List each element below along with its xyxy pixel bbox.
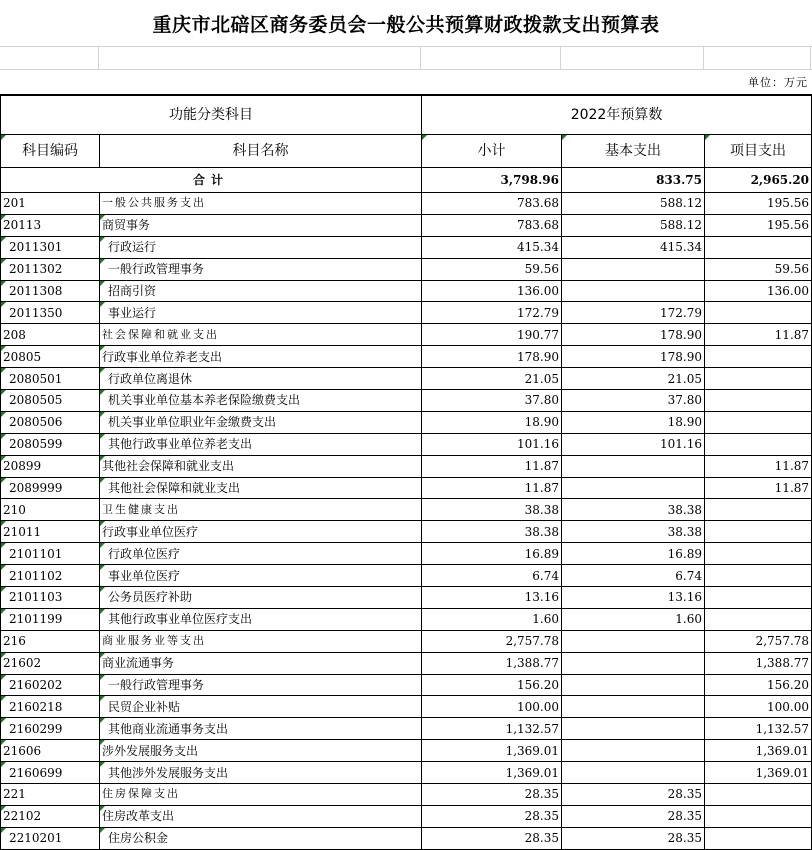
row-name: 其他行政事业单位医疗支出 (100, 608, 422, 630)
total-label: 合计 (1, 168, 422, 193)
unit-row (0, 70, 812, 95)
row-name: 行政单位医疗 (100, 543, 422, 565)
row-project: 136.00 (705, 280, 812, 302)
row-project: 59.56 (705, 258, 812, 280)
row-name: 公务员医疗补助 (100, 587, 422, 609)
row-name: 其他社会保障和就业支出 (100, 477, 422, 499)
row-subtotal: 178.90 (422, 346, 562, 368)
row-subtotal: 38.38 (422, 499, 562, 521)
row-basic: 178.90 (562, 324, 705, 346)
row-code: 2210201 (1, 827, 100, 849)
row-code: 21602 (1, 652, 100, 674)
title-row (0, 0, 812, 47)
row-basic: 415.34 (562, 236, 705, 258)
row-code: 20113 (1, 214, 100, 236)
row-code: 2011350 (1, 302, 100, 324)
row-subtotal: 11.87 (422, 455, 562, 477)
row-name: 其他社会保障和就业支出 (100, 455, 422, 477)
row-subtotal: 37.80 (422, 390, 562, 412)
empty-grid-row (0, 47, 812, 70)
row-subtotal: 1,369.01 (422, 740, 562, 762)
row-name: 住房保障支出 (100, 784, 422, 806)
row-name: 民贸企业补贴 (100, 696, 422, 718)
row-subtotal: 6.74 (422, 565, 562, 587)
row-subtotal: 1,369.01 (422, 762, 562, 784)
row-basic: 6.74 (562, 565, 705, 587)
row-subtotal: 13.16 (422, 587, 562, 609)
row-project (705, 565, 812, 587)
row-subtotal: 59.56 (422, 258, 562, 280)
row-basic: 28.35 (562, 827, 705, 849)
row-project (705, 411, 812, 433)
row-code: 2011308 (1, 280, 100, 302)
table-row (1, 543, 812, 565)
row-project: 156.20 (705, 674, 812, 696)
row-subtotal: 28.35 (422, 827, 562, 849)
header-column-row (1, 135, 812, 168)
row-name: 行政单位离退休 (100, 368, 422, 390)
row-subtotal: 1,388.77 (422, 652, 562, 674)
unit-label: 单位：万元 (748, 76, 808, 89)
row-subtotal: 16.89 (422, 543, 562, 565)
row-project (705, 368, 812, 390)
row-name: 一般行政管理事务 (100, 258, 422, 280)
table-row (1, 521, 812, 543)
row-code: 216 (1, 630, 100, 652)
row-code: 2080501 (1, 368, 100, 390)
row-basic (562, 258, 705, 280)
row-basic (562, 280, 705, 302)
header-group-right: 2022年预算数 (422, 96, 812, 135)
row-subtotal: 783.68 (422, 214, 562, 236)
table-row (1, 762, 812, 784)
row-code: 2089999 (1, 477, 100, 499)
row-basic (562, 674, 705, 696)
header-group-left: 功能分类科目 (1, 96, 422, 135)
table-row (1, 827, 812, 849)
row-name: 涉外发展服务支出 (100, 740, 422, 762)
row-project (705, 587, 812, 609)
row-code: 22102 (1, 805, 100, 827)
row-basic: 101.16 (562, 433, 705, 455)
row-basic: 38.38 (562, 521, 705, 543)
row-name: 其他商业流通事务支出 (100, 718, 422, 740)
table-row (1, 652, 812, 674)
row-basic (562, 718, 705, 740)
row-name: 一般行政管理事务 (100, 674, 422, 696)
row-name: 商贸事务 (100, 214, 422, 236)
table-row (1, 805, 812, 827)
row-subtotal: 2,757.78 (422, 630, 562, 652)
header-basic: 基本支出 (562, 135, 705, 168)
row-subtotal: 783.68 (422, 193, 562, 215)
row-code: 2080505 (1, 390, 100, 412)
row-basic: 38.38 (562, 499, 705, 521)
table-row (1, 258, 812, 280)
row-name: 住房改革支出 (100, 805, 422, 827)
table-row (1, 477, 812, 499)
row-subtotal: 156.20 (422, 674, 562, 696)
table-row (1, 280, 812, 302)
row-project: 195.56 (705, 214, 812, 236)
table-row (1, 214, 812, 236)
row-code: 2160299 (1, 718, 100, 740)
total-subtotal: 3,798.96 (422, 168, 562, 193)
row-basic: 13.16 (562, 587, 705, 609)
table-row (1, 433, 812, 455)
page-title: 重庆市北碚区商务委员会一般公共预算财政拨款支出预算表 (152, 13, 660, 36)
row-name: 行政运行 (100, 236, 422, 258)
row-basic: 18.90 (562, 411, 705, 433)
table-row (1, 390, 812, 412)
row-code: 2160699 (1, 762, 100, 784)
row-code: 20805 (1, 346, 100, 368)
row-name: 住房公积金 (100, 827, 422, 849)
row-basic (562, 652, 705, 674)
row-project: 11.87 (705, 324, 812, 346)
table-row (1, 565, 812, 587)
row-project (705, 521, 812, 543)
row-project: 11.87 (705, 477, 812, 499)
budget-table (0, 95, 812, 850)
row-project (705, 302, 812, 324)
row-name: 其他行政事业单位养老支出 (100, 433, 422, 455)
row-basic (562, 740, 705, 762)
header-subtotal: 小计 (422, 135, 562, 168)
row-subtotal: 136.00 (422, 280, 562, 302)
row-code: 221 (1, 784, 100, 806)
row-code: 20899 (1, 455, 100, 477)
row-basic: 28.35 (562, 784, 705, 806)
row-basic: 16.89 (562, 543, 705, 565)
table-row (1, 346, 812, 368)
total-row (1, 168, 812, 193)
row-name: 招商引资 (100, 280, 422, 302)
row-project: 100.00 (705, 696, 812, 718)
row-subtotal: 28.35 (422, 805, 562, 827)
row-code: 201 (1, 193, 100, 215)
row-project (705, 827, 812, 849)
row-subtotal: 172.79 (422, 302, 562, 324)
table-row (1, 718, 812, 740)
row-project: 1,132.57 (705, 718, 812, 740)
table-row (1, 630, 812, 652)
row-subtotal: 18.90 (422, 411, 562, 433)
row-basic: 588.12 (562, 214, 705, 236)
total-basic: 833.75 (562, 168, 705, 193)
row-name: 事业运行 (100, 302, 422, 324)
table-row (1, 324, 812, 346)
table-row (1, 674, 812, 696)
table-row (1, 368, 812, 390)
table-row (1, 696, 812, 718)
row-name: 卫生健康支出 (100, 499, 422, 521)
row-basic: 588.12 (562, 193, 705, 215)
row-code: 2101102 (1, 565, 100, 587)
table-row (1, 784, 812, 806)
row-code: 2160202 (1, 674, 100, 696)
row-basic: 21.05 (562, 368, 705, 390)
row-code: 208 (1, 324, 100, 346)
row-project: 2,757.78 (705, 630, 812, 652)
row-code: 21011 (1, 521, 100, 543)
row-name: 机关事业单位基本养老保险缴费支出 (100, 390, 422, 412)
row-basic: 178.90 (562, 346, 705, 368)
row-basic (562, 455, 705, 477)
row-subtotal: 1.60 (422, 608, 562, 630)
row-basic (562, 696, 705, 718)
row-name: 行政事业单位养老支出 (100, 346, 422, 368)
row-code: 2011301 (1, 236, 100, 258)
table-row (1, 411, 812, 433)
row-project (705, 236, 812, 258)
table-row (1, 608, 812, 630)
header-group-row (1, 96, 812, 135)
row-code: 2080599 (1, 433, 100, 455)
row-basic (562, 477, 705, 499)
row-project (705, 346, 812, 368)
total-project: 2,965.20 (705, 168, 812, 193)
row-project (705, 608, 812, 630)
row-name: 事业单位医疗 (100, 565, 422, 587)
row-code: 21606 (1, 740, 100, 762)
row-basic (562, 630, 705, 652)
header-project: 项目支出 (705, 135, 812, 168)
row-project (705, 433, 812, 455)
row-code: 2101101 (1, 543, 100, 565)
row-project (705, 499, 812, 521)
row-name: 其他涉外发展服务支出 (100, 762, 422, 784)
table-row (1, 587, 812, 609)
row-basic: 37.80 (562, 390, 705, 412)
row-code: 2101199 (1, 608, 100, 630)
row-project (705, 390, 812, 412)
row-subtotal: 11.87 (422, 477, 562, 499)
row-basic (562, 762, 705, 784)
row-subtotal: 415.34 (422, 236, 562, 258)
table-row (1, 455, 812, 477)
row-project (705, 543, 812, 565)
table-row (1, 302, 812, 324)
row-subtotal: 21.05 (422, 368, 562, 390)
row-subtotal: 190.77 (422, 324, 562, 346)
row-project: 1,369.01 (705, 762, 812, 784)
row-code: 210 (1, 499, 100, 521)
row-code: 2160218 (1, 696, 100, 718)
row-subtotal: 38.38 (422, 521, 562, 543)
table-row (1, 236, 812, 258)
row-project: 1,369.01 (705, 740, 812, 762)
table-row (1, 499, 812, 521)
row-name: 机关事业单位职业年金缴费支出 (100, 411, 422, 433)
row-basic: 1.60 (562, 608, 705, 630)
row-name: 商业流通事务 (100, 652, 422, 674)
row-code: 2080506 (1, 411, 100, 433)
row-project (705, 805, 812, 827)
row-name: 一般公共服务支出 (100, 193, 422, 215)
row-project: 11.87 (705, 455, 812, 477)
row-name: 行政事业单位医疗 (100, 521, 422, 543)
row-project (705, 784, 812, 806)
row-subtotal: 1,132.57 (422, 718, 562, 740)
table-row (1, 193, 812, 215)
row-subtotal: 100.00 (422, 696, 562, 718)
row-subtotal: 28.35 (422, 784, 562, 806)
row-code: 2011302 (1, 258, 100, 280)
header-name: 科目名称 (100, 135, 422, 168)
row-name: 社会保障和就业支出 (100, 324, 422, 346)
row-project: 195.56 (705, 193, 812, 215)
row-basic: 172.79 (562, 302, 705, 324)
row-subtotal: 101.16 (422, 433, 562, 455)
row-basic: 28.35 (562, 805, 705, 827)
header-code: 科目编码 (1, 135, 100, 168)
row-code: 2101103 (1, 587, 100, 609)
row-name: 商业服务业等支出 (100, 630, 422, 652)
row-project: 1,388.77 (705, 652, 812, 674)
table-row (1, 740, 812, 762)
